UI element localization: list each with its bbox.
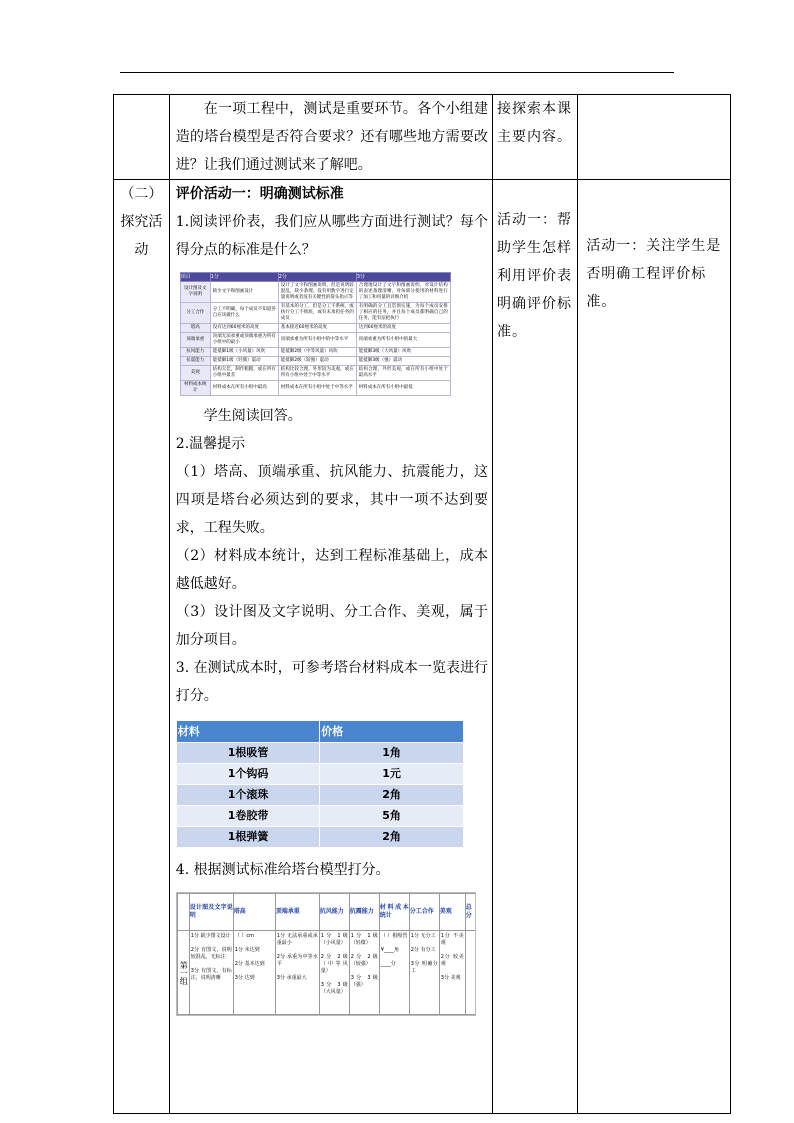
score-cell: 1分 1级（轻微） 2分 2级（较强） 3分 3级（强）	[349, 931, 379, 1015]
explore-row	[114, 180, 731, 1114]
eval-header-cell: 1分	[210, 273, 278, 282]
eval-row	[180, 282, 450, 303]
eval-row-label: 顶端承重	[180, 333, 210, 348]
evaluation-table-image	[180, 272, 450, 396]
eval-cell: 材料成本在所有小组中最低	[356, 381, 450, 396]
eval-cell: 材料成本在所有小组中最高	[210, 381, 278, 396]
question-3: 3. 在测试成本时，可参考塔台材料成本一览表进行打分。	[175, 660, 489, 704]
score-cell: 1分 1级（小风量） 2分 2级（中等风量） 3分 3级（大风量）	[319, 931, 349, 1015]
material-cell: 1根弹簧	[176, 827, 320, 848]
score-cell: （ ）根吸管 ¥____角 ____分	[379, 931, 409, 1015]
score-header-cell: 抗震能力	[349, 894, 379, 931]
eval-cell: 顶端承重为所有小组中的中等水平	[278, 333, 356, 348]
score-header-cell: 分工合作	[409, 894, 439, 931]
eval-cell: 结构比较合理，外形较为美观，或在所有小组中处于中等水平	[278, 366, 356, 381]
eval-row-label: 设计图及文字说明	[180, 282, 210, 303]
score-sheet	[177, 893, 476, 1015]
lesson-table	[113, 94, 731, 1114]
intro-text: 在一项工程中，测试是重要环节。各个小组建造的塔台模型是否符合要求？还有哪些地方需要改进？让我们通过测试来了解吧。	[169, 95, 492, 180]
eval-row	[180, 333, 450, 348]
intro-row	[114, 95, 731, 180]
score-header-cell: 顶端承重	[275, 894, 319, 931]
eval-row	[180, 357, 450, 366]
score-cell: 1分 缺少图文设计 2分 有图文，说明较混乱，无标注 3分 有图文，有标注，说明清晰	[189, 931, 233, 1015]
material-cell: 1卷胶带	[176, 806, 320, 827]
price-header-cell: 价格	[320, 721, 464, 743]
eval-header-cell: 项目	[180, 273, 210, 282]
design-intent: 活动一：帮助学生怎样利用评价表明确评价标准。	[493, 180, 578, 1114]
question-1: 1.阅读评价表，我们应从哪些方面进行测试？每个得分点的标准是什么？	[175, 214, 489, 258]
material-cell: 1个钩码	[176, 764, 320, 785]
score-cell: 1分 无分工 2分 有分工 3分 明确分工	[409, 931, 439, 1015]
eval-cell: 结构欠佳，制作粗糙，或在所有小组中最差	[210, 366, 278, 381]
eval-cell: 能抵御2级（较强）震动	[278, 357, 356, 366]
price-row	[176, 827, 463, 848]
eval-cell: 有明确的分工且贯彻实施，为每个成员安排了相应的任务，并且每个成员都明确自己的任务，能有法把执行	[356, 303, 450, 324]
price-cell: 2角	[320, 827, 464, 848]
eval-cell: 顶端无法承重或顶端承重为所有小组中的最小	[210, 333, 278, 348]
eval-row	[180, 366, 450, 381]
score-header-cell: 总分	[465, 894, 475, 931]
price-row	[176, 764, 463, 785]
eval-row	[180, 348, 450, 357]
price-row	[176, 785, 463, 806]
eval-row-label: 美观	[180, 366, 210, 381]
price-row	[176, 743, 463, 764]
tip-1: （1）塔高、顶端承重、抗风能力、抗震能力，这四项是塔台必须达到的要求，其中一项不达到要求，工程失败。	[175, 464, 489, 536]
eval-cell: 顶端承重为所有小组中的最大	[356, 333, 450, 348]
eval-row-label: 塔高	[180, 324, 210, 333]
eval-cell: 能抵御1级（轻微）震动	[210, 357, 278, 366]
eval-cell: 有基本的分工，但是分工不系统，或执行分工不彻底，或有未承担任务的成员	[278, 303, 356, 324]
score-cell	[465, 931, 475, 1015]
eval-row-label: 抗风能力	[180, 348, 210, 357]
score-sheet-image	[176, 892, 476, 1016]
section-number: （二）	[120, 186, 163, 202]
tip-title: 2.温馨提示	[175, 436, 246, 452]
eval-row-label: 抗震能力	[180, 357, 210, 366]
eval-row-label: 分工合作	[180, 303, 210, 324]
material-cell: 1根吸管	[176, 743, 320, 764]
price-cell: 5角	[320, 806, 464, 827]
price-row	[176, 806, 463, 827]
eval-header-cell: 2分	[278, 273, 356, 282]
material-cell: 1个滚珠	[176, 785, 320, 806]
eval-cell: 分工不明确，每个成员不知道各自应该做什么	[210, 303, 278, 324]
eval-cell: 能抵御3级（大风量）风吹	[356, 348, 450, 357]
eval-row	[180, 381, 450, 396]
eval-row-label: 材料成本统计	[180, 381, 210, 396]
score-group-label: 第一组	[177, 931, 189, 1015]
score-header-cell: 塔高	[233, 894, 275, 931]
price-table	[176, 720, 464, 848]
price-cell: 1元	[320, 764, 464, 785]
evaluation-table	[180, 272, 451, 396]
eval-cell: 材料成本在所有小组中处于中等水平	[278, 381, 356, 396]
score-cell: （ ）cm 1分 未达到 2分 基本达到 3分 达到	[233, 931, 275, 1015]
eval-row	[180, 324, 450, 333]
activity-title: 评价活动一：明确测试标准	[175, 186, 344, 202]
score-cell: 1分 不美观 2分 较美观 3分 美观	[439, 931, 465, 1015]
eval-header-cell: 3分	[356, 273, 450, 282]
score-cell: 1分 无法承重或承重最小 2分 承重为中等水平 3分 承重最大	[275, 931, 319, 1015]
price-header-cell: 材料	[176, 721, 320, 743]
question-4: 4. 根据测试标准给塔台模型打分。	[175, 862, 390, 878]
score-header-cell	[177, 894, 189, 931]
score-header-cell: 美观	[439, 894, 465, 931]
eval-cell: 设计了文字和图画说明，但是说明较混乱，缺少条理，没有用数字进行定量说明或者没有关键性的箭头指示等	[278, 282, 356, 303]
eval-cell: 基本接近60厘米的高度	[278, 324, 356, 333]
student-answer: 学生阅读回答。	[203, 408, 302, 424]
eval-cell: 合理地设计了文字和图画说明，对设计结构的表述条理清晰，对每部分使用的材料进行了加工和用量的详细介绍	[356, 282, 450, 303]
score-header-cell: 设计图及文字说明	[189, 894, 233, 931]
intro-teacher-note: 接探索本课主要内容。	[493, 95, 578, 180]
eval-cell: 缺少文字和图画设计	[210, 282, 278, 303]
eval-cell: 能抵御3级（强）震动	[356, 357, 450, 366]
eval-cell: 达到60厘米的高度	[356, 324, 450, 333]
eval-cell: 结构合理，外形美观，或在所有小组中处于最高水平	[356, 366, 450, 381]
activity-content	[169, 180, 492, 1114]
score-header-cell: 材料成本统计	[379, 894, 409, 931]
price-cell: 1角	[320, 743, 464, 764]
tip-2: （2）材料成本统计，达到工程标准基础上，成本越低越好。	[175, 548, 489, 592]
price-cell: 2角	[320, 785, 464, 806]
section-label	[114, 180, 170, 1114]
tip-3: （3）设计图及文字说明、分工合作、美观，属于加分项目。	[175, 604, 489, 648]
eval-row	[180, 303, 450, 324]
section-name: 探究活动	[120, 214, 163, 258]
score-header-cell: 抗风能力	[319, 894, 349, 931]
eval-cell: 能抵御1级（小风量）风吹	[210, 348, 278, 357]
header-rule	[120, 72, 674, 73]
eval-cell: 能抵御2级（中等风量）风吹	[278, 348, 356, 357]
evaluation-focus: 活动一：关注学生是否明确工程评价标准。	[578, 180, 731, 1114]
eval-cell: 没有达到60厘米的高度	[210, 324, 278, 333]
